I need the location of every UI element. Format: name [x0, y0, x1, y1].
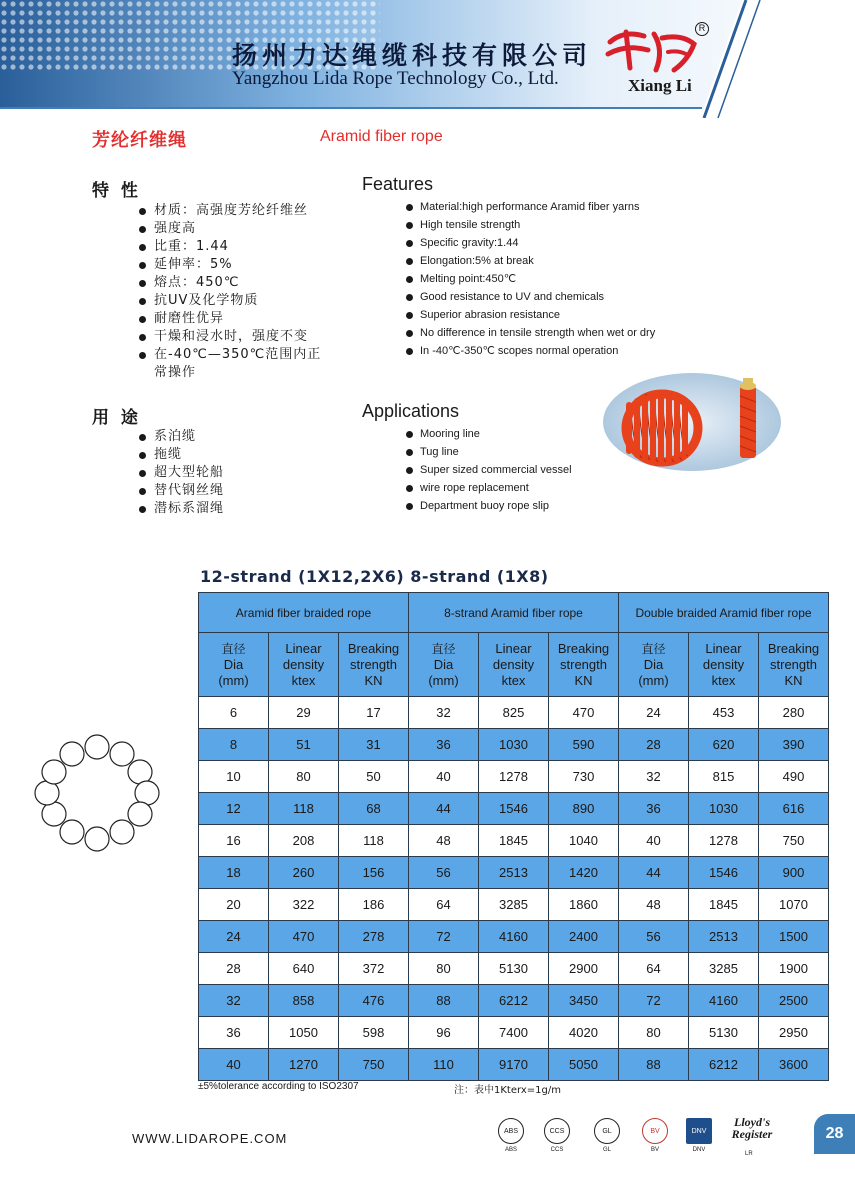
table-cell: 80: [409, 953, 479, 985]
table-cell: 5130: [479, 953, 549, 985]
table-row: [199, 889, 829, 921]
table-row: [199, 1049, 829, 1081]
table-cell: 3600: [759, 1049, 829, 1081]
feature-item-en: Good resistance to UV and chemicals: [404, 288, 655, 306]
application-item-cn: 超大型轮船: [136, 464, 224, 482]
table-cell: 1270: [269, 1049, 339, 1081]
table-cell: 1040: [549, 825, 619, 857]
feature-item-en: Melting point:450℃: [404, 270, 655, 288]
page-number: 28: [814, 1114, 855, 1154]
feature-item-cn: 抗UV及化学物质: [136, 292, 321, 310]
application-item-cn: 拖缆: [136, 446, 224, 464]
strand-cross-section-diagram: [30, 734, 164, 852]
table-cell: 2950: [759, 1017, 829, 1049]
column-header-breaking-strength: Breaking strength KN: [339, 633, 409, 697]
rope-coil-photo: [602, 372, 782, 472]
applications-heading-en: Applications: [362, 401, 460, 421]
feature-item-cn: 在-40℃—350℃范围内正: [136, 346, 321, 364]
table-cell: 2400: [549, 921, 619, 953]
table-cell: 2900: [549, 953, 619, 985]
table-cell: 1860: [549, 889, 619, 921]
feature-item-cn: 比重：1.44: [136, 238, 321, 256]
table-cell: 40: [619, 825, 689, 857]
features-list-en: [404, 198, 655, 360]
table-row: [199, 697, 829, 729]
column-header-breaking-strength: Breaking strength KN: [549, 633, 619, 697]
table-cell: 858: [269, 985, 339, 1017]
table-cell: 72: [619, 985, 689, 1017]
table-cell: 9170: [479, 1049, 549, 1081]
cert-ccs: [544, 1118, 570, 1153]
table-cell: 32: [199, 985, 269, 1017]
table-cell: 750: [339, 1049, 409, 1081]
table-cell: 616: [759, 793, 829, 825]
table-cell: 598: [339, 1017, 409, 1049]
cert-label: CCS: [550, 1147, 564, 1153]
table-cell: 68: [339, 793, 409, 825]
table-cell: 1030: [689, 793, 759, 825]
abs-seal-icon: ABS: [498, 1118, 524, 1144]
table-cell: 40: [199, 1049, 269, 1081]
table-cell: 156: [339, 857, 409, 889]
table-cell: 1845: [479, 825, 549, 857]
table-cell: 1278: [689, 825, 759, 857]
table-cell: 2500: [759, 985, 829, 1017]
table-cell: 24: [619, 697, 689, 729]
website-url: WWW.LIDAROPE.COM: [132, 1131, 288, 1146]
table-cell: 20: [199, 889, 269, 921]
table-cell: 476: [339, 985, 409, 1017]
column-header-dia: 直径 Dia (mm): [409, 633, 479, 697]
application-item-cn: 系泊缆: [136, 428, 224, 446]
tolerance-note: ±5%tolerance according to ISO2307: [198, 1081, 359, 1092]
table-cell: 10: [199, 761, 269, 793]
table-row: [199, 921, 829, 953]
group-header: 8-strand Aramid fiber rope: [409, 593, 619, 633]
logo-text: Xiang Li: [628, 76, 692, 95]
table-cell: 28: [199, 953, 269, 985]
table-cell: 29: [269, 697, 339, 729]
table-group-header-row: [199, 593, 829, 633]
table-cell: 32: [619, 761, 689, 793]
ccs-seal-icon: CCS: [544, 1118, 570, 1144]
table-cell: 1845: [689, 889, 759, 921]
table-cell: 50: [339, 761, 409, 793]
application-item-en: wire rope replacement: [404, 479, 572, 497]
spec-table: [198, 592, 829, 1081]
table-cell: 260: [269, 857, 339, 889]
table-cell: 470: [269, 921, 339, 953]
table-cell: 96: [409, 1017, 479, 1049]
table-cell: 64: [619, 953, 689, 985]
feature-item-en: Material:high performance Aramid fiber yarns: [404, 198, 655, 216]
feature-item-cn: 材质：高强度芳纶纤维丝: [136, 202, 321, 220]
cert-label: GL: [602, 1147, 611, 1153]
table-column-header-row: [199, 633, 829, 697]
table-cell: 18: [199, 857, 269, 889]
table-cell: 322: [269, 889, 339, 921]
table-cell: 4160: [689, 985, 759, 1017]
column-header-dia: 直径 Dia (mm): [199, 633, 269, 697]
table-cell: 2513: [479, 857, 549, 889]
application-item-cn: 替代钢丝绳: [136, 482, 224, 500]
feature-item-en: Elongation:5% at break: [404, 252, 655, 270]
table-cell: 80: [269, 761, 339, 793]
company-name-cn: 扬州力达绳缆科技有限公司: [232, 41, 593, 70]
table-cell: 88: [619, 1049, 689, 1081]
table-row: [199, 857, 829, 889]
table-cell: 278: [339, 921, 409, 953]
column-header-dia: 直径 Dia (mm): [619, 633, 689, 697]
table-cell: 64: [409, 889, 479, 921]
feature-item-cn: 强度高: [136, 220, 321, 238]
table-cell: 44: [409, 793, 479, 825]
column-header-linear-density: Linear density ktex: [479, 633, 549, 697]
table-cell: 470: [549, 697, 619, 729]
table-cell: 118: [339, 825, 409, 857]
table-cell: 590: [549, 729, 619, 761]
table-cell: 51: [269, 729, 339, 761]
table-cell: 7400: [479, 1017, 549, 1049]
table-cell: 72: [409, 921, 479, 953]
table-cell: 372: [339, 953, 409, 985]
gl-seal-icon: GL: [594, 1118, 620, 1144]
table-cell: 750: [759, 825, 829, 857]
table-cell: 815: [689, 761, 759, 793]
application-item-en: Tug line: [404, 443, 572, 461]
product-title-en: Aramid fiber rope: [320, 128, 443, 145]
page-header: [0, 0, 855, 118]
table-cell: 40: [409, 761, 479, 793]
table-cell: 3285: [479, 889, 549, 921]
applications-list-en: [404, 425, 572, 515]
table-cell: 490: [759, 761, 829, 793]
table-cell: 32: [409, 697, 479, 729]
column-header-breaking-strength: Breaking strength KN: [759, 633, 829, 697]
unit-note: 注：表中1Kterx=1g/m: [454, 1085, 561, 1096]
table-cell: 900: [759, 857, 829, 889]
table-cell: 56: [409, 857, 479, 889]
feature-item-en: Superior abrasion resistance: [404, 306, 655, 324]
feature-item-en: In -40℃-350℃ scopes normal operation: [404, 342, 655, 360]
table-cell: 36: [619, 793, 689, 825]
table-cell: 80: [619, 1017, 689, 1049]
table-cell: 1070: [759, 889, 829, 921]
feature-item-cn: 耐磨性优异: [136, 310, 321, 328]
table-cell: 1030: [479, 729, 549, 761]
table-cell: 48: [409, 825, 479, 857]
applications-heading-cn: 用 途: [92, 408, 141, 428]
table-cell: 1546: [479, 793, 549, 825]
table-cell: 620: [689, 729, 759, 761]
applications-list-cn: [136, 428, 224, 518]
column-header-linear-density: Linear density ktex: [269, 633, 339, 697]
table-cell: 1050: [269, 1017, 339, 1049]
application-item-cn: 潜标系溜绳: [136, 500, 224, 518]
group-header: Double braided Aramid fiber rope: [619, 593, 829, 633]
table-cell: 6: [199, 697, 269, 729]
lloyds-register-logo: [728, 1116, 776, 1140]
table-cell: 12: [199, 793, 269, 825]
registered-mark: R: [695, 22, 709, 36]
feature-item-en: High tensile strength: [404, 216, 655, 234]
features-list-cn: [136, 202, 321, 382]
dnv-seal-icon: DNV: [686, 1118, 712, 1144]
table-cell: 44: [619, 857, 689, 889]
feature-item-cn: 延伸率：5%: [136, 256, 321, 274]
table-cell: 1900: [759, 953, 829, 985]
table-row: [199, 985, 829, 1017]
table-row: [199, 1017, 829, 1049]
features-heading-cn: 特 性: [92, 181, 141, 201]
feature-item-en: Specific gravity:1.44: [404, 234, 655, 252]
application-item-en: Super sized commercial vessel: [404, 461, 572, 479]
feature-item-en: No difference in tensile strength when wet or dry: [404, 324, 655, 342]
table-cell: 890: [549, 793, 619, 825]
table-cell: 5130: [689, 1017, 759, 1049]
table-cell: 3450: [549, 985, 619, 1017]
table-cell: 36: [409, 729, 479, 761]
table-cell: 4160: [479, 921, 549, 953]
application-item-en: Mooring line: [404, 425, 572, 443]
table-row: [199, 761, 829, 793]
product-title-cn: 芳纶纤维绳: [92, 130, 187, 151]
table-cell: 186: [339, 889, 409, 921]
cert-label: DNV: [692, 1147, 706, 1153]
cert-gl: [594, 1118, 620, 1153]
cert-label: LR: [745, 1151, 753, 1157]
group-header: Aramid fiber braided rope: [199, 593, 409, 633]
table-cell: 280: [759, 697, 829, 729]
cert-bv: [642, 1118, 668, 1153]
cert-label: BV: [650, 1147, 659, 1153]
table-row: [199, 825, 829, 857]
table-cell: 3285: [689, 953, 759, 985]
table-cell: 31: [339, 729, 409, 761]
table-cell: 453: [689, 697, 759, 729]
table-title: 12-strand (1X12,2X6) 8-strand (1X8): [200, 567, 549, 586]
table-cell: 28: [619, 729, 689, 761]
spec-table-body: [199, 697, 829, 1081]
table-cell: 5050: [549, 1049, 619, 1081]
feature-item-cn: 熔点：450℃: [136, 274, 321, 292]
table-cell: 118: [269, 793, 339, 825]
xiangli-logo-icon: [604, 24, 704, 76]
table-cell: 36: [199, 1017, 269, 1049]
cert-abs: [498, 1118, 524, 1153]
table-cell: 6212: [479, 985, 549, 1017]
table-row: [199, 953, 829, 985]
features-heading-en: Features: [362, 174, 434, 194]
table-cell: 17: [339, 697, 409, 729]
table-cell: 208: [269, 825, 339, 857]
table-cell: 1420: [549, 857, 619, 889]
table-cell: 2513: [689, 921, 759, 953]
table-cell: 1546: [689, 857, 759, 889]
column-header-linear-density: Linear density ktex: [689, 633, 759, 697]
cert-label: ABS: [504, 1147, 517, 1153]
table-cell: 56: [619, 921, 689, 953]
table-cell: 24: [199, 921, 269, 953]
table-cell: 16: [199, 825, 269, 857]
table-cell: 110: [409, 1049, 479, 1081]
table-cell: 8: [199, 729, 269, 761]
table-cell: 6212: [689, 1049, 759, 1081]
table-cell: 390: [759, 729, 829, 761]
table-cell: 4020: [549, 1017, 619, 1049]
lr-line2: Register: [731, 1127, 773, 1141]
bv-seal-icon: BV: [642, 1118, 668, 1144]
table-cell: 730: [549, 761, 619, 793]
table-cell: 88: [409, 985, 479, 1017]
feature-item-cn-continued: 常操作: [154, 365, 197, 380]
company-name-en: Yangzhou Lida Rope Technology Co., Ltd.: [232, 68, 559, 89]
table-row: [199, 729, 829, 761]
lr-line1: Lloyd's: [734, 1115, 770, 1129]
table-cell: 1500: [759, 921, 829, 953]
application-item-en: Department buoy rope slip: [404, 497, 572, 515]
table-row: [199, 793, 829, 825]
table-cell: 640: [269, 953, 339, 985]
feature-item-cn: 干燥和浸水时，强度不变: [136, 328, 321, 346]
cert-dnv: [686, 1118, 712, 1153]
table-cell: 48: [619, 889, 689, 921]
table-cell: 825: [479, 697, 549, 729]
table-cell: 1278: [479, 761, 549, 793]
